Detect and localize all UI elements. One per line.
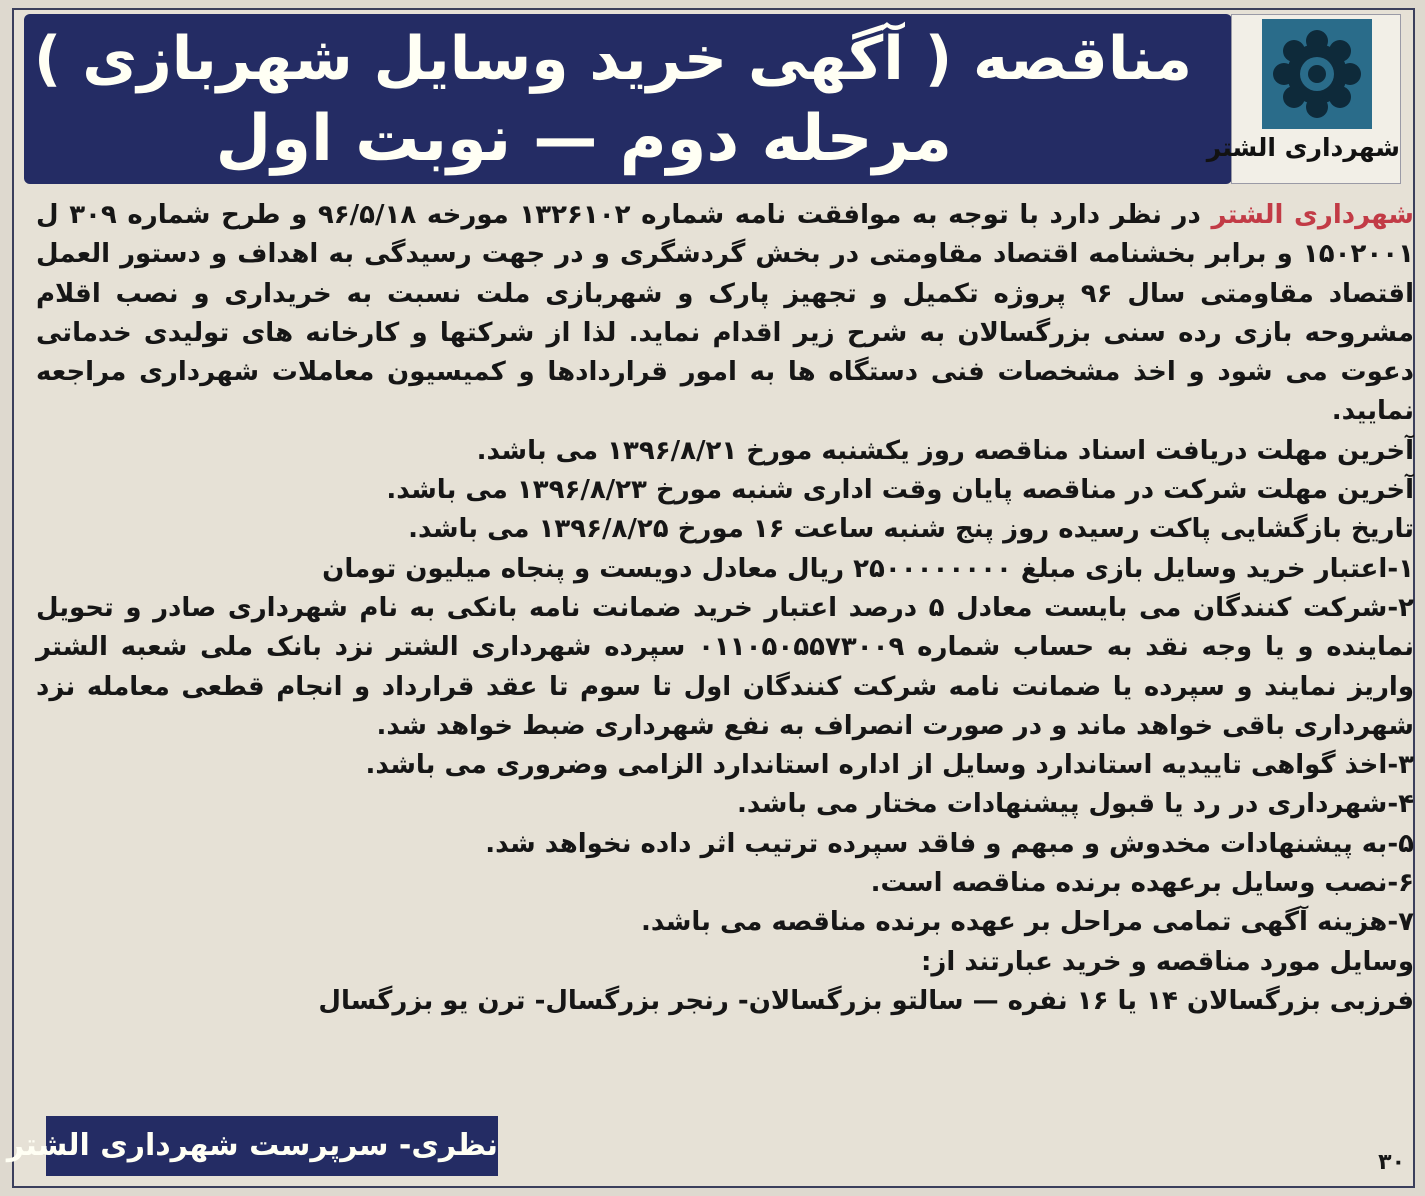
page-number: ۳۰ <box>1378 1150 1405 1175</box>
logo-caption: شهرداری الشتر <box>1206 133 1400 162</box>
items-intro: وسایل مورد مناقصه و خرید عبارتند از: <box>921 946 1414 977</box>
intro-text: در نظر دارد با توجه به موافقت نامه شماره ۱۳۲۶۱۰۲ مورخه ۹۶/۵/۱۸ و طرح شماره ۳۰۹ ل ۱۵۰۲۰۰۱ و برابر بخشنامه اقتصاد مقاومتی در بخش گردشگری و در جهت رسیدگی به اهداف و دستور العمل اقتصاد مقاومتی سال ۹۶ پروژه تکمیل و تجهیز پارک و شهربازی ملت نسبت به خریداری و نصب اقلام مشروحه بازی رده سنی بزرگسالان به شرح زیر اقدام نماید. لذا از شرکتها و کارخانه های تولیدی خدماتی دعوت می شود و اخذ مشخصات فنی دستگاه ها به امور قراردادها و کمیسیون معاملات شهرداری مراجعه نمایید. <box>36 200 1414 427</box>
notice-subtitle: مرحله دوم — نوبت اول <box>215 102 952 176</box>
intro-paragraph <box>36 196 1414 432</box>
condition-1: ۱-اعتبار خرید وسایل بازی مبلغ ۲۵۰۰۰۰۰۰۰۰ ریال معادل دویست و پنجاه میلیون تومان <box>322 553 1414 584</box>
municipality-logo-box <box>1206 14 1401 184</box>
docs-deadline: آخرین مهلت دریافت اسناد مناقصه روز یکشنبه مورخ ۱۳۹۶/۸/۲۱ می باشد. <box>476 435 1414 466</box>
condition-6: ۶-نصب وسایل برعهده برنده مناقصه است. <box>870 868 1414 899</box>
condition-5: ۵-به پیشنهادات مخدوش و مبهم و فاقد سپرده ترتیب اثر داده نخواهد شد. <box>485 828 1414 859</box>
participation-deadline: آخرین مهلت شرکت در مناقصه پایان وقت اداری شنبه مورخ ۱۳۹۶/۸/۲۳ می باشد. <box>386 475 1414 506</box>
condition-7: ۷-هزینه آگهی تمامی مراحل بر عهده برنده مناقصه می باشد. <box>640 907 1414 938</box>
notice-title: مناقصه ( آگهی خرید وسایل شهربازی ) <box>33 24 1192 94</box>
notice-body <box>36 196 1414 1116</box>
items-list: فرزبی بزرگسالان ۱۴ یا ۱۶ نفره — سالتو بزرگسالان- رنجر بزرگسال- ترن یو بزرگسال <box>318 985 1414 1016</box>
notice-header <box>24 14 1232 184</box>
municipality-emblem-icon <box>1262 19 1372 129</box>
opening-date: تاریخ بازگشایی پاکت رسیده روز پنج شنبه ساعت ۱۶ مورخ ۱۳۹۶/۸/۲۵ می باشد. <box>408 514 1414 545</box>
signature-box: نظری- سرپرست شهرداری الشتر <box>46 1116 498 1176</box>
tender-notice <box>6 8 1415 1188</box>
org-name: شهرداری الشتر <box>1211 200 1414 230</box>
condition-3: ۳-اخذ گواهی تاییدیه استاندارد وسایل از اداره استاندارد الزامی وضروری می باشد. <box>365 750 1414 781</box>
condition-4: ۴-شهرداری در رد یا قبول پیشنهادات مختار می باشد. <box>736 789 1414 820</box>
condition-2: ۲-شرکت کنندگان می بایست معادل ۵ درصد اعتبار خرید ضمانت نامه بانکی به نام شهرداری صادر و تحویل نماینده و یا وجه نقد به حساب شماره ۰۱۱۰۵۰۵۵۷۳۰۰۹ سپرده شهرداری الشتر نزد بانک ملی شعبه الشتر واریز نمایند و سپرده یا ضمانت نامه شرکت کنندگان اول تا سوم تا عقد قرارداد و انجام قطعی معامله نزد شهرداری باقی خواهد ماند و در صورت انصراف به نفع شهرداری ضبط خواهد شد. <box>36 592 1414 741</box>
